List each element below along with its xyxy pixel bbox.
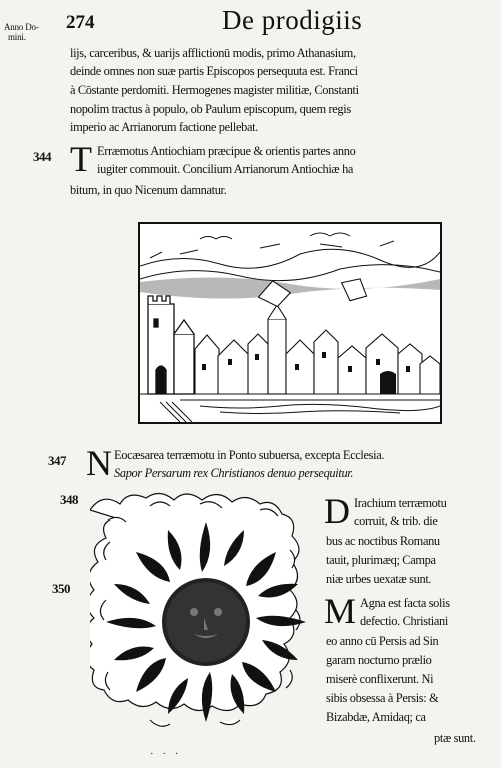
woodcut-drawing [140, 224, 440, 422]
year-label-348: 348 [60, 492, 78, 507]
drop-cap: N [86, 443, 112, 483]
text-line: Irachium terræmotu [354, 496, 447, 510]
text-line: imperio ac Arrianorum factione pellebat. [70, 120, 258, 134]
sun-drawing [90, 490, 322, 760]
text-line: Eocæsarea terræmotu in Ponto subuersa, excepta Ecclesia. [114, 448, 385, 462]
text-line: defectio. Christiani [360, 614, 448, 628]
text-line: deinde omnes non suæ partis Episcopos persequuta est. Franci [70, 64, 358, 78]
text-line: ptæ sunt. [434, 731, 476, 745]
text-line: garam nocturno prælio [326, 653, 432, 667]
year-label-350: 350 [52, 581, 70, 596]
sun-rays [106, 522, 306, 722]
drop-cap: D [324, 491, 350, 531]
earthquake-town-woodcut [138, 222, 442, 424]
text-line: bitum, in quo Nicenum damnatur. [70, 183, 227, 197]
text-line: eo anno cū Persis ad Sin [326, 634, 439, 648]
page-number: 274 [66, 12, 95, 33]
eclipse-sun-woodcut [90, 490, 322, 760]
year-label: 347 [48, 453, 66, 468]
text-line: sibis obsessa à Persis: & [326, 691, 439, 705]
text-line: niæ urbes uexatæ sunt. [326, 572, 432, 586]
text-line: Agna est facta solis [360, 596, 450, 610]
text-line: à Cōstante perdomiti. Hermogenes magister militiæ, Constanti [70, 83, 359, 97]
text-line: tauit, plurimæq; Campa [326, 553, 436, 567]
text-line: Bizabdæ, Amidaq; ca [326, 710, 426, 724]
text-line: Erræmotus Antiochiam præcipue & orientis partes anno [97, 144, 356, 158]
text-line: nopolim tractus à populo, ob Paulum episcopum, quem regis [70, 102, 351, 116]
text-line: iugiter commouit. Concilium Arrianorum Antiochiæ ha [97, 162, 354, 176]
text-line: Sapor Persarum rex Christianos denuo persequitur. [114, 466, 354, 480]
text-line: miserè conflixerunt. Ni [326, 672, 434, 686]
text-line: lijs, carceribus, & uarijs afflictionū modis, primo Athanasium, [70, 46, 356, 60]
margin-note-line: mini. [8, 32, 26, 42]
margin-note-anno-domini [4, 22, 39, 42]
drop-cap: M [324, 591, 357, 631]
drop-cap: T [70, 139, 92, 179]
text-line: bus ac noctibus Romanu [326, 534, 440, 548]
running-head: De prodigiis [222, 5, 363, 35]
footer-marks: · · · [150, 748, 182, 760]
margin-note-line: Anno Do- [4, 22, 39, 32]
text-line: corruit, & trib. die [354, 514, 438, 528]
year-label: 344 [33, 149, 51, 164]
